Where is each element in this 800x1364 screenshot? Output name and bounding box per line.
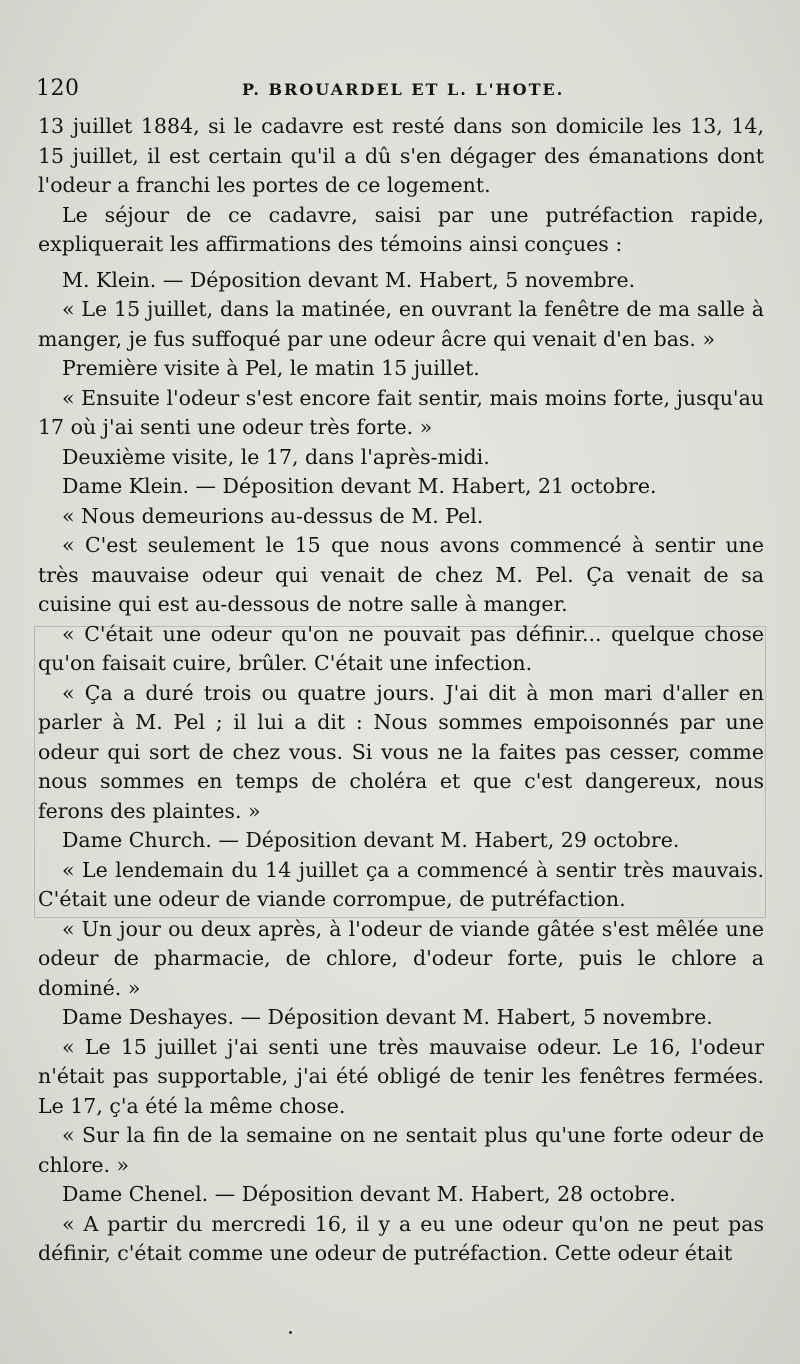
page-header <box>36 76 760 106</box>
deposition-heading-deshayes: Dame Deshayes. — Déposition devant M. Habert, 5 novembre. <box>62 1005 713 1029</box>
deposition-heading-dame-klein: Dame Klein. — Déposition devant M. Habert, 21 octobre. <box>62 474 657 498</box>
quote-paragraph: « A partir du mercredi 16, il y a eu une odeur qu'on ne peut pas définir, c'était comme une odeur de putréfaction. Cette odeur était <box>38 1211 764 1265</box>
running-head: P. BROUARDEL ET L. L'HOTE. <box>242 80 565 99</box>
deposition-heading-church: Dame Church. — Déposition devant M. Habert, 29 octobre. <box>62 828 680 852</box>
quote-paragraph: « Ça a duré trois ou quatre jours. J'ai dit à mon mari d'aller en parler à M. Pel ; il lui a dit : Nous sommes empoisonnés par une odeur qui sort de chez vous. Si vous ne la faites pas cesser, comme nous sommes en temps de choléra et que c'est dangereux, nous ferons des plaintes. » <box>38 680 764 823</box>
quote-paragraph: « Un jour ou deux après, à l'odeur de viande gâtée s'est mêlée une odeur de pharmacie, de chlore, d'odeur forte, puis le chlore a dominé. » <box>38 916 764 1000</box>
quote-paragraph: « C'est seulement le 15 que nous avons commencé à sentir une très mauvaise odeur qui venait de chez M. Pel. Ça venait de sa cuisine qui est au-dessous de notre salle à manger. <box>38 533 764 616</box>
quote-paragraph: « Le lendemain du 14 juillet ça a commencé à sentir très mauvais. C'était une odeur de viande corrompue, de putréfaction. <box>38 857 764 911</box>
quote-paragraph: « C'était une odeur qu'on ne pouvait pas définir... quelque chose qu'on faisait cuire, brûler. C'était une infection. <box>38 621 764 675</box>
quote-paragraph: « Ensuite l'odeur s'est encore fait sentir, mais moins forte, jusqu'au 17 où j'ai senti une odeur très forte. » <box>38 385 764 439</box>
quote-paragraph: « Le 15 juillet j'ai senti une très mauvaise odeur. Le 16, l'odeur n'était pas supportable, j'ai été obligé de tenir les fenêtres fermées. Le 17, ç'a été la même chose. <box>38 1034 764 1118</box>
note-paragraph: Première visite à Pel, le matin 15 juillet. <box>62 356 480 380</box>
ink-speck <box>289 1331 292 1334</box>
quote-paragraph: « Sur la fin de la semaine on ne sentait plus qu'une forte odeur de chlore. » <box>38 1123 764 1177</box>
note-paragraph: Deuxième visite, le 17, dans l'après-midi. <box>62 444 490 469</box>
deposition-heading-klein: M. Klein. — Déposition devant M. Habert, 5 novembre. <box>62 267 636 292</box>
body-text <box>38 112 764 1269</box>
deposition-heading-chenel: Dame Chenel. — Déposition devant M. Habert, 28 octobre. <box>62 1182 676 1206</box>
paragraph-intro: Le séjour de ce cadavre, saisi par une putréfaction rapide, expliquerait les affirmations des témoins ainsi conçues : <box>38 202 764 256</box>
page-number: 120 <box>36 76 80 101</box>
quote-paragraph: « Le 15 juillet, dans la matinée, en ouvrant la fenêtre de ma salle à manger, je fus suffoqué par une odeur âcre qui venait d'en bas. » <box>38 297 764 351</box>
paragraph-continuation: 13 juillet 1884, si le cadavre est resté dans son domicile les 13, 14, 15 juillet, il est certain qu'il a dû s'en dégager des émanations dont l'odeur a franchi les portes de ce logement. <box>38 114 764 197</box>
quote-paragraph: « Nous demeurions au-dessus de M. Pel. <box>62 503 484 528</box>
